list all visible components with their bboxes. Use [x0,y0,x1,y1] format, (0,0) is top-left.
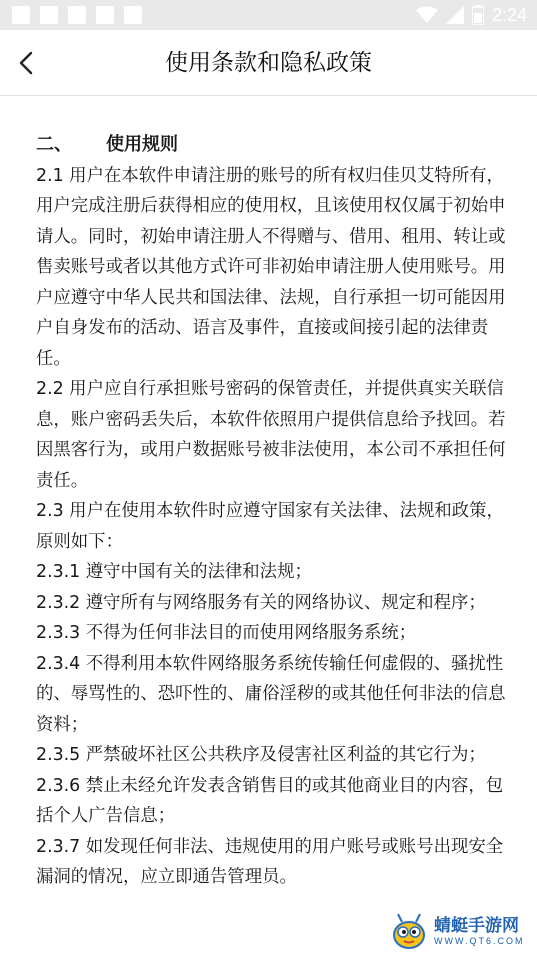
signal-icon [446,6,464,24]
status-bar [0,0,537,30]
wifi-icon [416,6,438,24]
chevron-left-icon [18,51,34,75]
paragraph: 2.3.1 遵守中国有关的法律和法规； [36,562,312,582]
paragraph: 2.1 用户在本软件申请注册的账号的所有权归佳贝艾特所有，用户完成注册后获得相应的使用权，且该使用权仅属于初始申请人。同时，初始申请注册人不得赠与、借用、租用、转让或售卖账号或者以其他方式许可非初始申请注册人使用账号。用户应遵守中华人民共和国法律、法规，自行承担一切可能因用户自身发布的活动、语言及事件，直接或间接引起的法律责任。 [36,165,506,369]
watermark-name: 蜻蜓手游网 [434,916,519,936]
watermark-domain: WWW.QT6.COM [434,936,525,946]
page-title: 使用条款和隐私政策 [165,50,372,76]
paragraph: 2.3.7 如发现任何非法、违规使用的用户账号或账号出现安全漏洞的情况，应立即通告管理员。 [36,836,504,887]
section-title: 使用规则 [106,134,178,155]
paragraph: 2.3.4 不得利用本软件网络服务系统传输任何虚假的、骚扰性的、辱骂性的、恐吓性的、庸俗淫秽的或其他任何非法的信息资料； [36,653,506,735]
battery-icon [472,5,484,25]
section-heading [36,130,506,161]
paragraph: 2.3.2 遵守所有与网络服务有关的网络协议、规定和程序； [36,592,486,613]
paragraph: 2.3.3 不得为任何非法目的而使用网络服务系统； [36,623,417,643]
notification-icon [96,6,114,24]
notification-icon [68,6,86,24]
section-number: 二、 [36,134,72,155]
paragraph: 2.3 用户在使用本软件时应遵守国家有关法律、法规和政策，原则如下： [36,501,504,552]
paragraph: 2.2 用户应自行承担账号密码的保管责任，并提供真实关联信息，账户密码丢失后，本软件依照用户提供信息给予找回。若因黑客行为，或用户数据账号被非法使用，本公司不承担任何责任。 [36,379,506,491]
paragraph: 2.3.5 严禁破坏社区公共秩序及侵害社区利益的其它行为； [36,745,486,765]
notification-icon [12,6,30,24]
status-time: 2:24 [491,4,527,25]
site-watermark [388,910,536,952]
bee-mascot-icon [388,911,430,951]
notification-icon [40,6,58,24]
terms-content [36,130,506,893]
nav-bar [0,30,537,96]
back-button[interactable] [10,46,42,80]
paragraph: 2.3.6 禁止未经允许发表含销售目的或其他商业目的内容，包括个人广告信息； [36,775,504,826]
notification-icon [124,6,142,24]
